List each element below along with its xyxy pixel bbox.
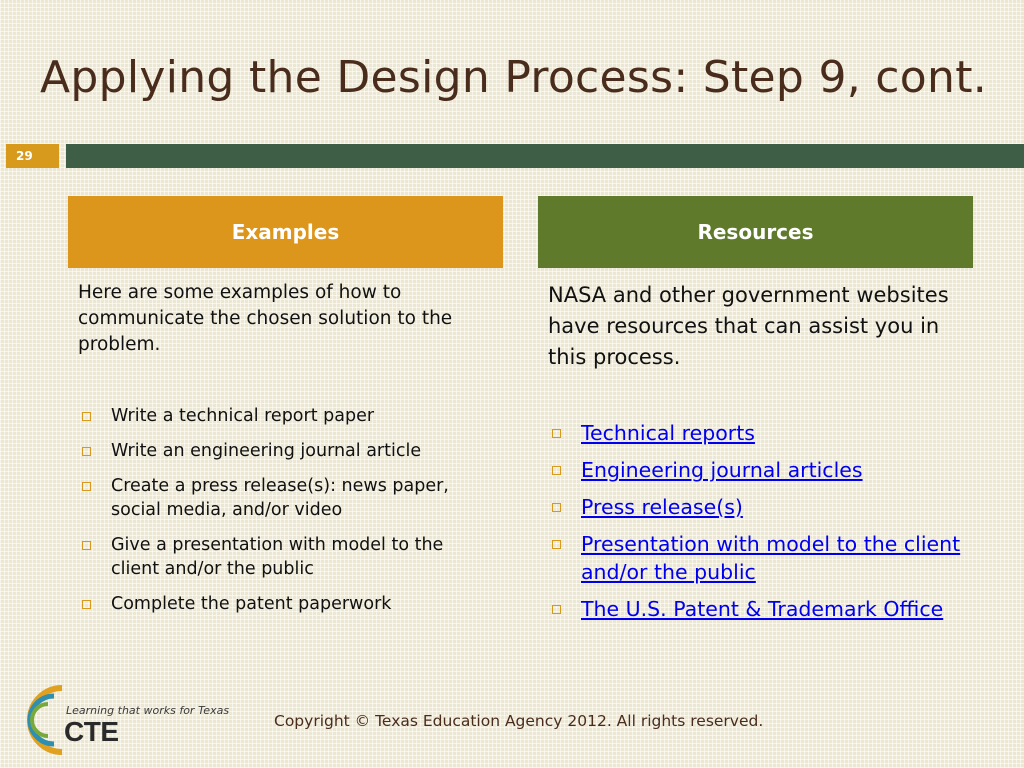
- examples-list: [78, 404, 488, 616]
- title-divider-bar: [66, 144, 1024, 168]
- square-bullet-icon: [82, 482, 91, 491]
- square-bullet-icon: [82, 541, 91, 550]
- resources-column: [548, 280, 968, 632]
- patent-trademark-office-link[interactable]: The U.S. Patent & Trademark Office: [581, 597, 944, 621]
- copyright-notice: Copyright © Texas Education Agency 2012. All rights reserved.: [274, 712, 764, 730]
- list-item-text: Give a presentation with model to the client and/or the public: [111, 535, 444, 579]
- examples-header: Examples: [68, 196, 503, 268]
- list-item: [78, 474, 488, 522]
- technical-reports-link[interactable]: Technical reports: [581, 421, 755, 445]
- square-bullet-icon: [552, 466, 561, 475]
- list-item: [548, 419, 968, 447]
- list-item: [78, 533, 488, 581]
- logo-tagline: Learning that works for Texas: [66, 704, 230, 717]
- list-item: [548, 595, 968, 623]
- cte-logo-icon: [24, 680, 224, 756]
- list-item-text: Create a press release(s): news paper, social media, and/or video: [111, 476, 449, 520]
- square-bullet-icon: [552, 605, 561, 614]
- list-item: [548, 493, 968, 521]
- square-bullet-icon: [82, 447, 91, 456]
- resources-header: Resources: [538, 196, 973, 268]
- square-bullet-icon: [82, 412, 91, 421]
- square-bullet-icon: [552, 540, 561, 549]
- resources-intro: NASA and other government websites have resources that can assist you in this process.: [548, 283, 949, 369]
- list-item-text: Write an engineering journal article: [111, 441, 422, 461]
- square-bullet-icon: [82, 600, 91, 609]
- list-item: [548, 530, 968, 586]
- list-item-text: Write a technical report paper: [111, 406, 375, 426]
- logo-text: CTE: [64, 716, 119, 747]
- presentation-link[interactable]: Presentation with model to the client and/or the public: [581, 532, 961, 584]
- square-bullet-icon: [552, 429, 561, 438]
- examples-column: [78, 280, 488, 627]
- engineering-journal-articles-link[interactable]: Engineering journal articles: [581, 458, 863, 482]
- press-releases-link[interactable]: Press release(s): [581, 495, 743, 519]
- slide-title: Applying the Design Process: Step 9, cont.: [40, 52, 988, 103]
- list-item: [78, 404, 488, 428]
- list-item-text: Complete the patent paperwork: [111, 594, 392, 614]
- slide-number: 29: [6, 144, 59, 168]
- square-bullet-icon: [552, 503, 561, 512]
- list-item: [548, 456, 968, 484]
- list-item: [78, 439, 488, 463]
- list-item: [78, 592, 488, 616]
- examples-intro: Here are some examples of how to communicate the chosen solution to the problem.: [78, 282, 453, 355]
- resources-list: [548, 419, 968, 623]
